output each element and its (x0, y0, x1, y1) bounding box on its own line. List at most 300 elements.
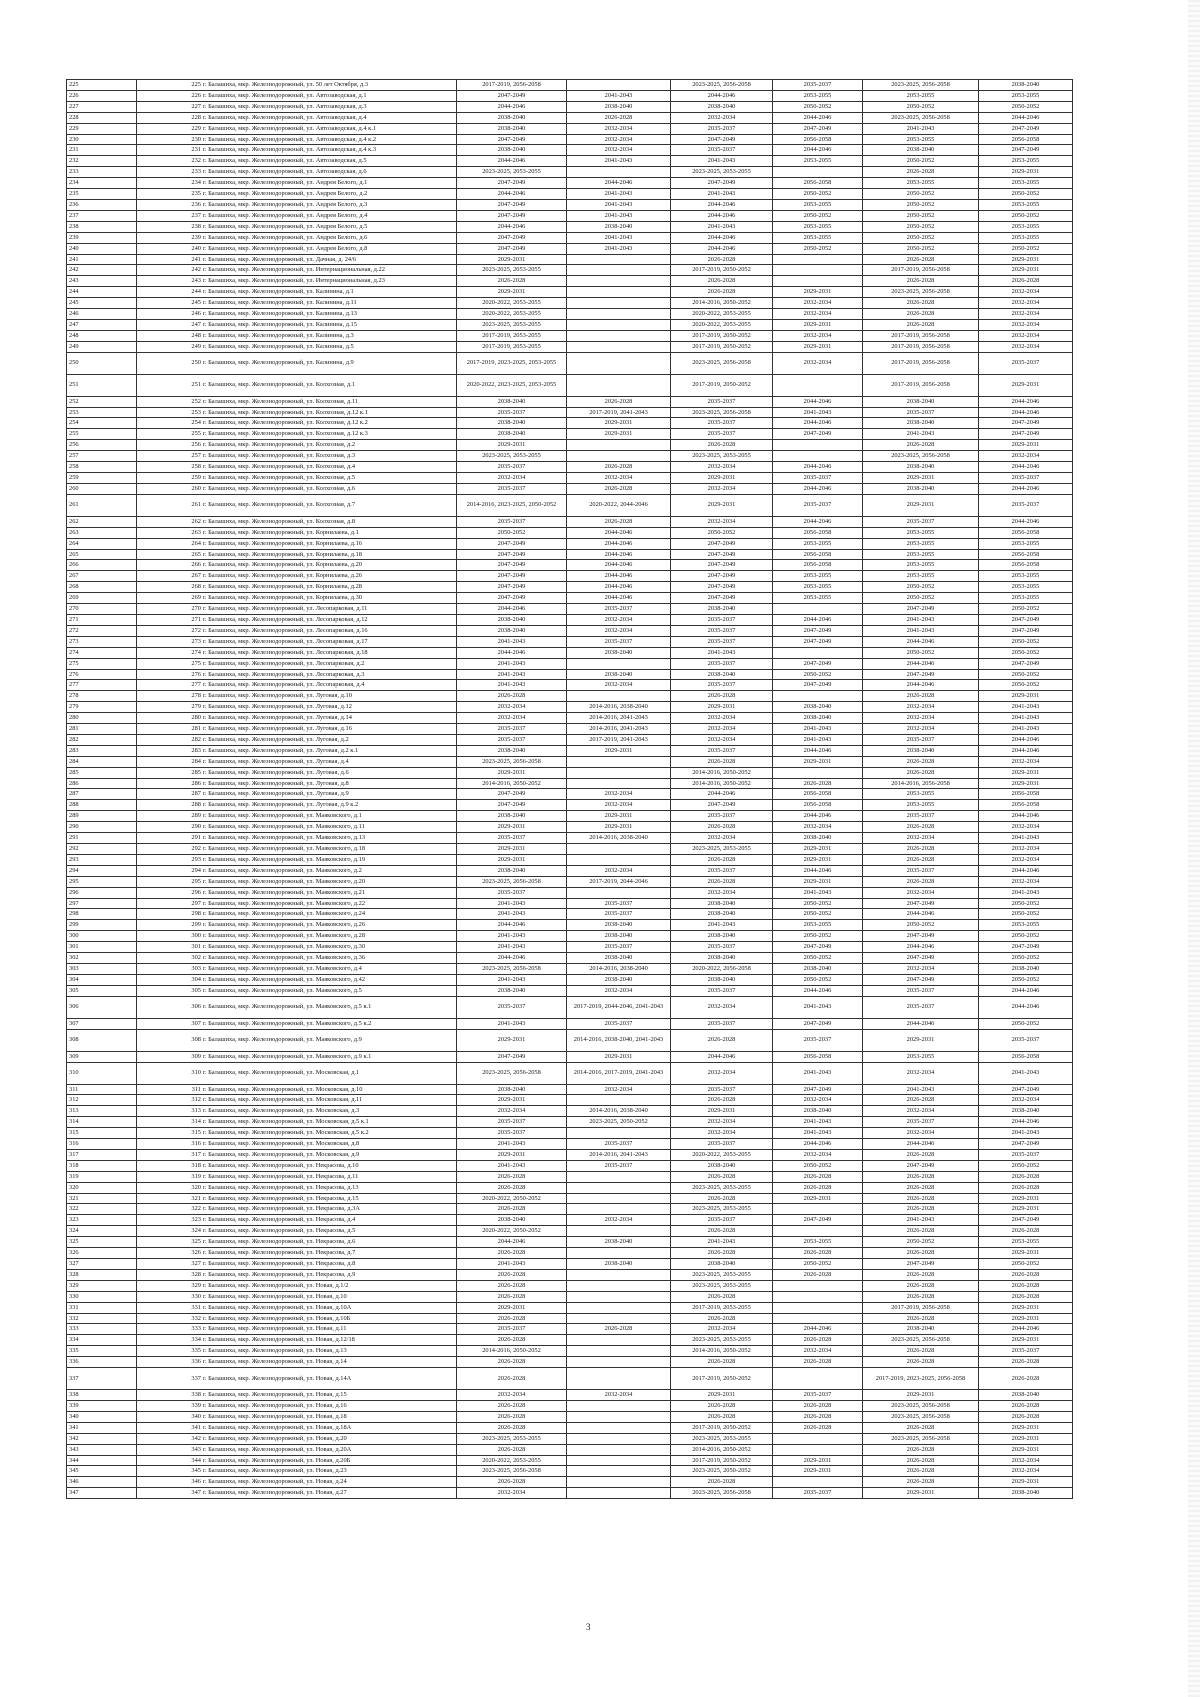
row-number: 233 (67, 167, 137, 178)
address: г. Балашиха, мкр. Железнодорожный, ул. Лесопарковая, д.4 (203, 681, 365, 689)
address: г. Балашиха, мкр. Железнодорожный, ул. Колхозная, д.12 к.1 (203, 408, 368, 416)
period-cell: 2020-2022, 2053-2055 (457, 1455, 567, 1466)
row-number: 289 (67, 811, 137, 822)
table-row (67, 1237, 1073, 1248)
period-cell: 2026-2028 (863, 1291, 979, 1302)
row-number: 315 (67, 1128, 137, 1139)
period-cell: 2032-2034 (863, 887, 979, 898)
period-cell: 2041-2043 (979, 1128, 1073, 1139)
row-number: 288 (67, 800, 137, 811)
row-number: 326 (67, 1248, 137, 1259)
period-cell: 2047-2049 (863, 898, 979, 909)
address-cell (137, 80, 457, 91)
period-cell: 2032-2034 (863, 833, 979, 844)
period-cell: 2026-2028 (671, 1291, 773, 1302)
period-cell: 2053-2055 (863, 1051, 979, 1062)
schedule-sheet (66, 79, 1072, 1499)
period-cell: 2047-2049 (979, 625, 1073, 636)
table-row (67, 811, 1073, 822)
period-cell (773, 167, 863, 178)
period-cell: 2047-2049 (671, 593, 773, 604)
period-cell: 2017-2019, 2050-2052 (671, 330, 773, 341)
period-cell: 2038-2040 (457, 745, 567, 756)
period-cell: 2026-2028 (863, 254, 979, 265)
period-cell: 2041-2043 (671, 1237, 773, 1248)
period-cell: 2017-2019, 2056-2058 (457, 80, 567, 91)
address: г. Балашиха, мкр. Железнодорожный, ул. Некрасова, д.6 (203, 1238, 356, 1246)
table-row (67, 953, 1073, 964)
period-cell: 2044-2046 (863, 909, 979, 920)
period-cell: 2035-2037 (979, 494, 1073, 516)
inner-number: 249 (191, 342, 201, 350)
period-cell: 2026-2028 (671, 440, 773, 451)
period-cell: 2032-2034 (457, 1488, 567, 1499)
period-cell: 2026-2028 (457, 1313, 567, 1324)
address-cell (137, 254, 457, 265)
period-cell: 2035-2037 (671, 811, 773, 822)
period-cell: 2026-2028 (457, 1357, 567, 1368)
period-cell (567, 352, 671, 374)
table-row (67, 1193, 1073, 1204)
inner-number: 319 (191, 1172, 201, 1180)
table-row (67, 1139, 1073, 1150)
address-cell (137, 636, 457, 647)
period-cell: 2029-2031 (457, 844, 567, 855)
row-number: 322 (67, 1204, 137, 1215)
table-row (67, 963, 1073, 974)
address-cell (137, 549, 457, 560)
address: г. Балашиха, мкр. Железнодорожный, ул. Новая, д.20Б (203, 1456, 351, 1464)
period-cell: 2038-2040 (773, 702, 863, 713)
table-row (67, 451, 1073, 462)
period-cell: 2038-2040 (671, 974, 773, 985)
address: г. Балашиха, мкр. Железнодорожный, ул. Новая, д.12/18 (203, 1336, 355, 1344)
period-cell: 2050-2052 (773, 101, 863, 112)
period-cell: 2032-2034 (671, 1062, 773, 1084)
period-cell: 2032-2034 (863, 1106, 979, 1117)
inner-number: 259 (191, 474, 201, 481)
period-cell: 2047-2049 (863, 953, 979, 964)
period-cell: 2032-2034 (457, 1106, 567, 1117)
address-cell (137, 876, 457, 887)
address-cell (137, 1422, 457, 1433)
period-cell: 2047-2049 (671, 549, 773, 560)
period-cell: 2026-2028 (671, 691, 773, 702)
period-cell: 2023-2025, 2053-2055 (457, 319, 567, 330)
address: г. Балашиха, мкр. Железнодорожный, ул. Колхозная, д.12 к.3 (203, 430, 368, 438)
period-cell: 2035-2037 (457, 483, 567, 494)
period-cell: 2041-2043 (457, 1160, 567, 1171)
table-row (67, 1357, 1073, 1368)
row-number: 258 (67, 462, 137, 473)
address: г. Балашиха, мкр. Железнодорожный, ул. Маяковского, д.9 к.1 (203, 1052, 372, 1060)
row-number: 295 (67, 876, 137, 887)
period-cell: 2026-2028 (979, 1368, 1073, 1390)
period-cell: 2044-2046 (863, 658, 979, 669)
period-cell: 2041-2043 (863, 1215, 979, 1226)
period-cell: 2050-2052 (773, 1259, 863, 1270)
period-cell: 2038-2040 (567, 1259, 671, 1270)
period-cell: 2014-2016, 2041-2043 (567, 724, 671, 735)
period-cell: 2026-2028 (863, 276, 979, 287)
row-number: 300 (67, 931, 137, 942)
period-cell: 2050-2052 (979, 243, 1073, 254)
row-number: 225 (67, 80, 137, 91)
period-cell: 2017-2019, 2056-2058 (863, 352, 979, 374)
period-cell: 2041-2043 (863, 429, 979, 440)
address: г. Балашиха, мкр. Железнодорожный, ул. Маяковского, д.28 (203, 932, 366, 940)
address: г. Балашиха, мкр. Железнодорожный, ул. Новая, д.14А (203, 1374, 352, 1382)
period-cell: 2026-2028 (863, 1149, 979, 1160)
period-cell: 2038-2040 (457, 985, 567, 996)
period-cell: 2026-2028 (979, 1226, 1073, 1237)
period-cell: 2035-2037 (567, 898, 671, 909)
inner-number: 264 (191, 539, 201, 547)
address: г. Балашиха, мкр. Железнодорожный, ул. Маяковского, д.5 к.2 (203, 1019, 372, 1027)
period-cell: 2041-2043 (671, 156, 773, 167)
inner-number: 347 (191, 1489, 201, 1497)
period-cell: 2035-2037 (671, 123, 773, 134)
period-cell: 2047-2049 (671, 582, 773, 593)
period-cell: 2050-2052 (773, 189, 863, 200)
period-cell: 2032-2034 (457, 1390, 567, 1401)
period-cell: 2026-2028 (457, 1400, 567, 1411)
period-cell (567, 1204, 671, 1215)
inner-number: 343 (191, 1445, 201, 1453)
period-cell: 2050-2052 (979, 1259, 1073, 1270)
period-cell: 2050-2052 (863, 647, 979, 658)
period-cell: 2050-2052 (773, 898, 863, 909)
table-row (67, 647, 1073, 658)
address: г. Балашиха, мкр. Железнодорожный, ул. Автозаводская, д.5 (203, 157, 367, 165)
row-number: 261 (67, 494, 137, 516)
period-cell: 2053-2055 (773, 232, 863, 243)
address: г. Балашиха, мкр. Железнодорожный, ул. Колхозная, д.12 к.2 (203, 419, 368, 427)
period-cell: 2029-2031 (671, 1390, 773, 1401)
period-cell: 2026-2028 (863, 167, 979, 178)
table-row (67, 243, 1073, 254)
period-cell: 2026-2028 (671, 1313, 773, 1324)
period-cell: 2026-2028 (567, 516, 671, 527)
period-cell: 2014-2016, 2038-2040 (567, 702, 671, 713)
period-cell: 2053-2055 (773, 221, 863, 232)
address: г. Балашиха, мкр. Железнодорожный, ул. Колхозная, д.11 (203, 397, 359, 405)
address-cell (137, 1128, 457, 1139)
repair-schedule-table (66, 79, 1073, 1499)
table-row (67, 549, 1073, 560)
period-cell: 2041-2043 (671, 647, 773, 658)
inner-number: 311 (191, 1085, 201, 1093)
row-number: 298 (67, 909, 137, 920)
period-cell: 2044-2046 (773, 614, 863, 625)
address: г. Балашиха, мкр. Железнодорожный, ул. Новая, д.11 (203, 1325, 347, 1333)
period-cell: 2023-2025, 2053-2055 (671, 1433, 773, 1444)
inner-number: 278 (191, 692, 201, 700)
period-cell: 2029-2031 (979, 1248, 1073, 1259)
inner-number: 272 (191, 626, 201, 634)
inner-number: 320 (191, 1183, 201, 1191)
period-cell: 2032-2034 (567, 625, 671, 636)
period-cell: 2032-2034 (567, 614, 671, 625)
address-cell (137, 669, 457, 680)
inner-number: 286 (191, 779, 201, 787)
table-row (67, 1433, 1073, 1444)
period-cell (567, 1400, 671, 1411)
row-number: 292 (67, 844, 137, 855)
period-cell: 2056-2058 (773, 134, 863, 145)
address: г. Балашиха, мкр. Железнодорожный, ул. Луговая, д.16 (203, 725, 352, 733)
period-cell: 2023-2025, 2056-2058 (863, 287, 979, 298)
period-cell: 2032-2034 (979, 854, 1073, 865)
address: г. Балашиха, мкр. Железнодорожный, ул. Луговая, д.8 (203, 779, 349, 787)
address: г. Балашиха, мкр. Железнодорожный, ул. Автозаводская, д.4 к.1 (203, 124, 377, 132)
period-cell (567, 440, 671, 451)
period-cell: 2053-2055 (863, 178, 979, 189)
period-cell (567, 1302, 671, 1313)
period-cell: 2026-2028 (671, 876, 773, 887)
inner-number: 276 (191, 670, 201, 678)
address: г. Балашиха, мкр. Железнодорожный, ул. Луговая, д.9 (203, 790, 349, 798)
table-row (67, 604, 1073, 615)
period-cell (567, 1226, 671, 1237)
address: г. Балашиха, мкр. Железнодорожный, ул. Маяковского, д.18 (203, 845, 366, 852)
period-cell: 2029-2031 (773, 1193, 863, 1204)
address-cell (137, 811, 457, 822)
period-cell: 2032-2034 (567, 680, 671, 691)
period-cell: 2053-2055 (979, 920, 1073, 931)
row-number: 260 (67, 483, 137, 494)
inner-number: 233 (191, 168, 201, 176)
period-cell (567, 1193, 671, 1204)
period-cell (567, 330, 671, 341)
period-cell: 2044-2046 (773, 418, 863, 429)
address-cell (137, 462, 457, 473)
period-cell: 2026-2028 (863, 1095, 979, 1106)
inner-number: 321 (191, 1194, 201, 1202)
inner-number: 310 (191, 1069, 201, 1077)
period-cell: 2047-2049 (773, 680, 863, 691)
address: г. Балашиха, мкр. Железнодорожный, ул. Маяковского, д.11 (203, 823, 365, 831)
row-number: 282 (67, 734, 137, 745)
inner-number: 261 (191, 501, 201, 509)
row-number: 338 (67, 1390, 137, 1401)
period-cell: 2047-2049 (457, 538, 567, 549)
period-cell: 2038-2040 (863, 483, 979, 494)
row-number: 235 (67, 189, 137, 200)
period-cell: 2038-2040 (567, 647, 671, 658)
period-cell: 2026-2028 (979, 1269, 1073, 1280)
period-cell: 2038-2040 (863, 396, 979, 407)
period-cell: 2041-2043 (457, 680, 567, 691)
period-cell: 2029-2031 (567, 822, 671, 833)
table-row (67, 134, 1073, 145)
inner-number: 238 (191, 222, 201, 230)
period-cell: 2038-2040 (567, 101, 671, 112)
row-number: 263 (67, 527, 137, 538)
period-cell: 2041-2043 (773, 1128, 863, 1139)
row-number: 250 (67, 352, 137, 374)
period-cell: 2035-2037 (567, 604, 671, 615)
table-row (67, 287, 1073, 298)
address-cell (137, 396, 457, 407)
period-cell: 2029-2031 (979, 691, 1073, 702)
row-number: 301 (67, 942, 137, 953)
period-cell (773, 1204, 863, 1215)
row-number: 305 (67, 985, 137, 996)
period-cell: 2035-2037 (773, 473, 863, 484)
table-row (67, 669, 1073, 680)
inner-number: 266 (191, 561, 201, 569)
table-row (67, 1269, 1073, 1280)
row-number: 302 (67, 953, 137, 964)
period-cell: 2044-2046 (979, 865, 1073, 876)
period-cell: 2017-2019, 2050-2052 (671, 265, 773, 276)
address: г. Балашиха, мкр. Железнодорожный, ул. Колхозная, д.2 (203, 441, 356, 449)
address: г. Балашиха, мкр. Железнодорожный, ул. Колхозная, д.1 (203, 381, 356, 389)
inner-number: 232 (191, 157, 201, 165)
inner-number: 270 (191, 605, 201, 613)
table-row (67, 1248, 1073, 1259)
address-cell (137, 593, 457, 604)
address-cell (137, 789, 457, 800)
table-row (67, 767, 1073, 778)
period-cell: 2056-2058 (979, 789, 1073, 800)
period-cell: 2050-2052 (863, 593, 979, 604)
table-row (67, 691, 1073, 702)
period-cell: 2035-2037 (863, 407, 979, 418)
row-number: 244 (67, 287, 137, 298)
period-cell: 2047-2049 (671, 571, 773, 582)
period-cell: 2050-2052 (863, 232, 979, 243)
inner-number: 265 (191, 550, 201, 558)
inner-number: 247 (191, 320, 201, 328)
period-cell: 2032-2034 (773, 309, 863, 320)
inner-number: 288 (191, 801, 201, 809)
period-cell: 2029-2031 (457, 854, 567, 865)
period-cell: 2047-2049 (457, 210, 567, 221)
inner-number: 313 (191, 1107, 201, 1115)
row-number: 329 (67, 1280, 137, 1291)
address-cell (137, 210, 457, 221)
period-cell: 2035-2037 (863, 516, 979, 527)
address: г. Балашиха, мкр. Железнодорожный, ул. Некрасова, д.5 (203, 1227, 356, 1235)
inner-number: 225 (191, 81, 201, 88)
period-cell: 2044-2046 (863, 680, 979, 691)
inner-number: 263 (191, 528, 201, 536)
inner-number: 281 (191, 725, 201, 733)
table-row (67, 1335, 1073, 1346)
period-cell: 2047-2049 (773, 1018, 863, 1029)
address-cell (137, 527, 457, 538)
address-cell (137, 1466, 457, 1477)
period-cell: 2044-2046 (773, 811, 863, 822)
table-row (67, 265, 1073, 276)
period-cell: 2026-2028 (979, 1171, 1073, 1182)
period-cell: 2032-2034 (567, 789, 671, 800)
address-cell (137, 1051, 457, 1062)
period-cell: 2014-2016, 2050-2052 (457, 1346, 567, 1357)
period-cell: 2050-2052 (979, 909, 1073, 920)
address: г. Балашиха, мкр. Железнодорожный, ул. Маяковского, д.36 (203, 954, 366, 962)
period-cell: 2017-2019, 2056-2058 (863, 374, 979, 396)
period-cell (567, 1171, 671, 1182)
period-cell: 2032-2034 (567, 800, 671, 811)
period-cell: 2047-2049 (773, 636, 863, 647)
period-cell: 2026-2028 (671, 756, 773, 767)
inner-number: 299 (191, 921, 201, 929)
address-cell (137, 1237, 457, 1248)
period-cell: 2044-2046 (773, 1324, 863, 1335)
period-cell: 2035-2037 (863, 811, 979, 822)
period-cell: 2023-2025, 2053-2055 (457, 167, 567, 178)
table-row (67, 1390, 1073, 1401)
period-cell: 2041-2043 (773, 724, 863, 735)
period-cell: 2026-2028 (863, 1466, 979, 1477)
address-cell (137, 1400, 457, 1411)
period-cell: 2050-2052 (863, 101, 979, 112)
period-cell: 2029-2031 (979, 1204, 1073, 1215)
address: г. Балашиха, мкр. Железнодорожный, ул. Корнилаева, д.1 (203, 528, 359, 536)
address: г. Балашиха, мкр. Железнодорожный, ул. Новая, д.15 (203, 1391, 347, 1399)
period-cell: 2023-2025, 2056-2058 (457, 756, 567, 767)
address: г. Балашиха, мкр. Железнодорожный, ул. Некрасова, д.9 (203, 1270, 356, 1278)
inner-number: 306 (191, 1003, 201, 1011)
period-cell: 2044-2046 (773, 145, 863, 156)
period-cell: 2029-2031 (457, 1302, 567, 1313)
period-cell: 2023-2025, 2053-2055 (671, 1335, 773, 1346)
period-cell: 2032-2034 (979, 287, 1073, 298)
address: г. Балашиха, мкр. Железнодорожный, ул. Маяковского, д.1 (203, 812, 362, 820)
period-cell: 2044-2046 (979, 985, 1073, 996)
period-cell: 2026-2028 (773, 778, 863, 789)
address: г. Балашиха, мкр. Железнодорожный, ул. Новая, д.13 (203, 1347, 347, 1355)
period-cell: 2044-2046 (979, 112, 1073, 123)
period-cell: 2041-2043 (457, 1018, 567, 1029)
period-cell: 2032-2034 (773, 1149, 863, 1160)
period-cell: 2044-2046 (671, 232, 773, 243)
table-row (67, 898, 1073, 909)
period-cell: 2026-2028 (863, 1182, 979, 1193)
period-cell: 2050-2052 (979, 604, 1073, 615)
period-cell: 2047-2049 (863, 1160, 979, 1171)
table-row (67, 1182, 1073, 1193)
row-number: 269 (67, 593, 137, 604)
period-cell: 2041-2043 (457, 658, 567, 669)
row-number: 277 (67, 680, 137, 691)
period-cell: 2029-2031 (457, 822, 567, 833)
period-cell: 2044-2046 (979, 462, 1073, 473)
address-cell (137, 778, 457, 789)
period-cell: 2038-2040 (671, 898, 773, 909)
row-number: 304 (67, 974, 137, 985)
inner-number: 226 (191, 91, 201, 99)
period-cell: 2026-2028 (773, 1411, 863, 1422)
table-row (67, 178, 1073, 189)
inner-number: 303 (191, 964, 201, 972)
address-cell (137, 625, 457, 636)
inner-number: 293 (191, 855, 201, 863)
address: г. Балашиха, мкр. Железнодорожный, ул. Некрасова, д.13 (203, 1183, 359, 1191)
row-number: 331 (67, 1302, 137, 1313)
address-cell (137, 1204, 457, 1215)
address: г. Балашиха, мкр. Железнодорожный, ул. Луговая, д.2 (203, 735, 349, 743)
inner-number: 271 (191, 615, 201, 623)
period-cell: 2050-2052 (773, 1160, 863, 1171)
period-cell: 2023-2025, 2056-2058 (671, 352, 773, 374)
row-number: 241 (67, 254, 137, 265)
period-cell: 2035-2037 (979, 1346, 1073, 1357)
period-cell: 2032-2034 (979, 1095, 1073, 1106)
